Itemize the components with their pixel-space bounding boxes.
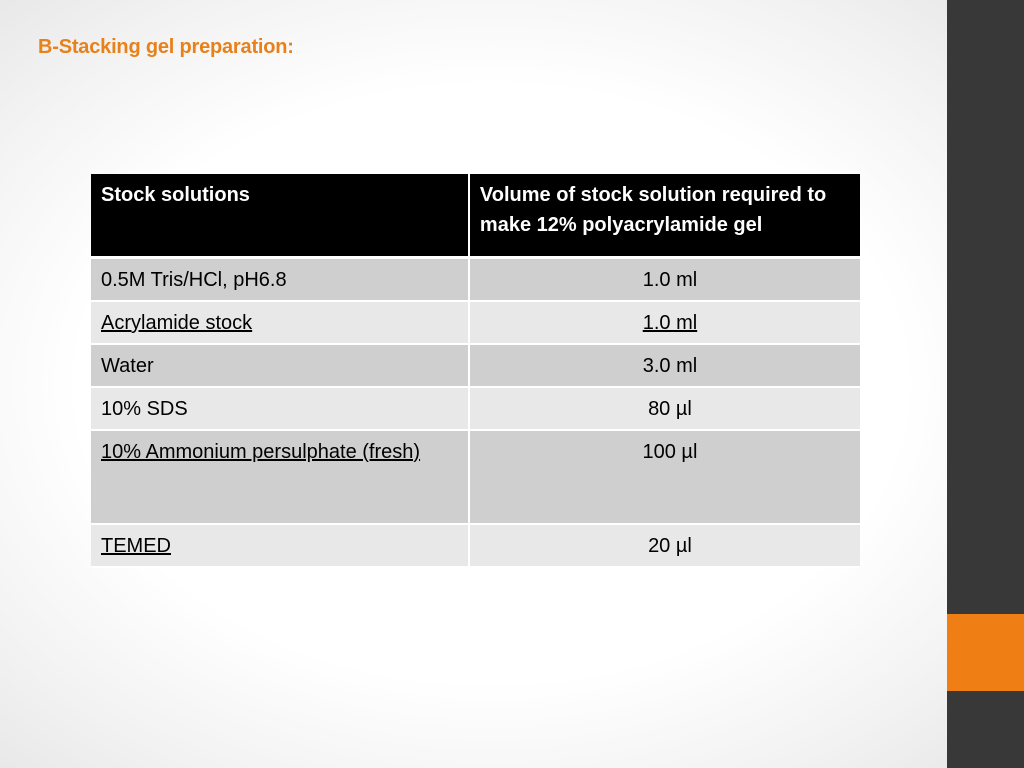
stacking-gel-table (91, 174, 860, 568)
solution-cell (91, 345, 470, 388)
volume-value: 3.0 ml (642, 355, 698, 377)
header-volume-required: Volume of stock solution required to make 12% polyacrylamide gel (470, 174, 860, 259)
volume-cell (470, 302, 860, 345)
solution-cell (91, 302, 470, 345)
volume-cell (470, 431, 860, 525)
volume-value: 80 µl (648, 398, 692, 420)
table-row (91, 302, 860, 345)
table-row (91, 525, 860, 568)
table-row (91, 345, 860, 388)
solution-name: 10% SDS (101, 398, 188, 420)
table-row (91, 388, 860, 431)
volume-cell (470, 259, 860, 302)
table-row (91, 259, 860, 302)
slide-title: B-Stacking gel preparation: (38, 36, 294, 58)
solution-name: Water (101, 355, 154, 377)
volume-value: 1.0 ml (642, 269, 698, 291)
volume-cell (470, 525, 860, 568)
header-row (91, 174, 860, 259)
table-row (91, 431, 860, 525)
solution-name: 10% Ammonium persulphate (fresh) (101, 441, 421, 463)
solution-cell (91, 525, 470, 568)
volume-value: 20 µl (648, 535, 692, 557)
solution-cell (91, 259, 470, 302)
volume-value: 1.0 ml (642, 312, 698, 334)
solution-name: Acrylamide stock (101, 312, 253, 334)
volume-cell (470, 388, 860, 431)
table-body (91, 259, 860, 568)
side-bar-accent (947, 614, 1024, 691)
solution-name: 0.5M Tris/HCl, pH6.8 (101, 269, 287, 291)
solution-cell (91, 388, 470, 431)
solution-cell (91, 431, 470, 525)
volume-value: 100 µl (642, 441, 698, 463)
table-header (91, 174, 860, 259)
solution-name: TEMED (101, 535, 171, 557)
header-stock-solutions: Stock solutions (91, 174, 470, 259)
volume-cell (470, 345, 860, 388)
